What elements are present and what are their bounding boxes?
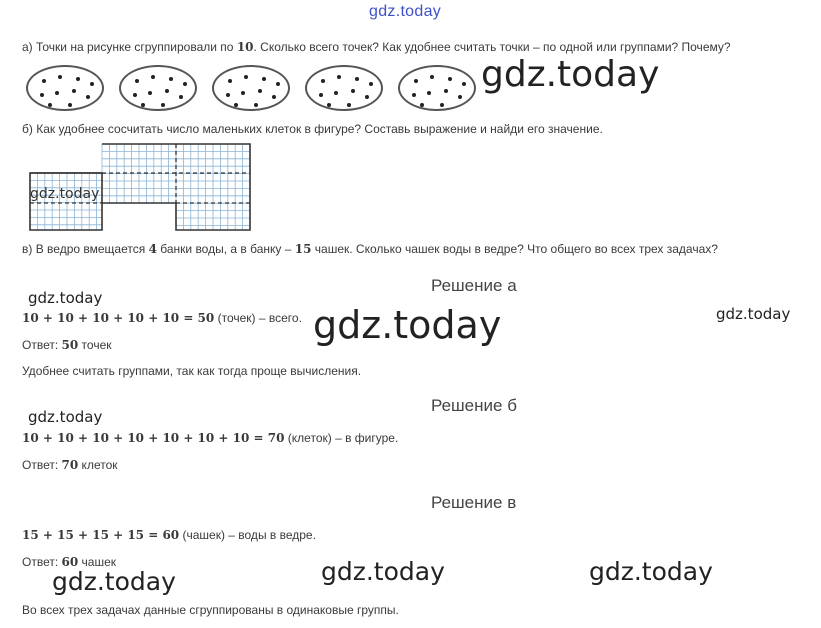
dot [334,91,338,95]
problem-c-mid: банки воды, а в банку – [156,242,295,256]
solution-c-expr: 15 + 15 + 15 + 15 = 60 [22,528,180,542]
solution-b-expr: 10 + 10 + 10 + 10 + 10 + 10 + 10 = 70 [22,431,285,445]
dot [234,103,238,107]
dot [183,82,187,86]
solution-a-answer-unit: точек [78,338,112,352]
watermark: gdz.today [52,567,176,596]
watermark: gdz.today [30,186,100,202]
watermark: gdz.today [321,557,445,586]
dot [58,75,62,79]
solution-b-expr-tail: (клеток) – в фигуре. [284,431,399,445]
solution-c-note: Во всех трех задачах данные сгруппированы в одинаковые группы. [22,603,399,617]
dot [337,75,341,79]
dot [228,79,232,83]
solution-b-expression [22,431,398,445]
watermark: gdz.today [716,305,791,323]
watermark-top: gdz.today [369,3,442,20]
problem-c-post: чашек. Сколько чашек воды в ведре? Что общего во всех трех задачах? [311,242,718,256]
problem-c-text [22,242,718,256]
dot [448,77,452,81]
dot [40,93,44,97]
dot [430,75,434,79]
dot [55,91,59,95]
dot [319,93,323,97]
dot [169,77,173,81]
dot [135,79,139,83]
solution-c-answer-unit: чашек [78,555,117,569]
dot [148,91,152,95]
solution-c-answer-label: Ответ: [22,555,62,569]
dot [179,95,183,99]
solution-b-title: Решение б [431,396,517,415]
solution-c-answer-num: 60 [61,555,79,569]
problem-c-num1: 4 [148,242,157,256]
dot [226,93,230,97]
dot [68,103,72,107]
dot-group-oval [398,65,476,111]
dot-group-oval [212,65,290,111]
dot [72,89,76,93]
solution-a-answer-num: 50 [61,338,79,352]
solution-a-expr-tail: (точек) – всего. [214,311,302,325]
dot [48,103,52,107]
watermark: gdz.today [28,408,103,426]
dot [254,103,258,107]
dot [86,95,90,99]
problem-a-post: . Сколько всего точек? Как удобнее считать точки – по одной или группами? Почему? [253,40,731,54]
solution-a-expression [22,311,302,325]
solution-c-expr-tail: (чашек) – воды в ведре. [179,528,316,542]
dot-group-oval [119,65,197,111]
dot [369,82,373,86]
dot [347,103,351,107]
dot-group-oval [26,65,104,111]
problem-a-text [22,40,731,54]
watermark: gdz.today [313,303,502,347]
solution-c-expression [22,528,316,542]
solution-a-expr: 10 + 10 + 10 + 10 + 10 = 50 [22,311,215,325]
dot [133,93,137,97]
dot [276,82,280,86]
dot [444,89,448,93]
solution-b-answer-unit: клеток [78,458,118,472]
dot [365,95,369,99]
solution-b-answer [22,458,118,472]
solution-b-answer-num: 70 [61,458,79,472]
dot-group-oval [305,65,383,111]
dot [355,77,359,81]
dot [241,91,245,95]
problem-c-num2: 15 [294,242,312,256]
dot [420,103,424,107]
dot [90,82,94,86]
dot [272,95,276,99]
dot [458,95,462,99]
dot [244,75,248,79]
dot [165,89,169,93]
dot [262,77,266,81]
problem-b-text: б) Как удобнее сосчитать число маленьких клеток в фигуре? Составь выражение и найди его значение. [22,122,603,136]
dot [412,93,416,97]
dot [462,82,466,86]
solution-a-answer [22,338,112,352]
dot [42,79,46,83]
solution-c-title: Решение в [431,493,517,512]
dot [414,79,418,83]
solution-a-note: Удобнее считать группами, так как тогда проще вычисления. [22,364,362,378]
dot [258,89,262,93]
dot [141,103,145,107]
solution-a-title: Решение а [431,276,517,295]
problem-a-num: 10 [236,40,254,54]
dot [327,103,331,107]
dot [427,91,431,95]
dot [151,75,155,79]
solution-b-answer-label: Ответ: [22,458,62,472]
solution-a-answer-label: Ответ: [22,338,62,352]
watermark: gdz.today [481,54,660,95]
watermark: gdz.today [589,557,713,586]
problem-a-pre: а) Точки на рисунке сгруппировали по [22,40,237,54]
dot [161,103,165,107]
dot [351,89,355,93]
dot [440,103,444,107]
watermark: gdz.today [28,289,103,307]
problem-c-pre: в) В ведро вмещается [22,242,149,256]
dot [321,79,325,83]
dot [76,77,80,81]
